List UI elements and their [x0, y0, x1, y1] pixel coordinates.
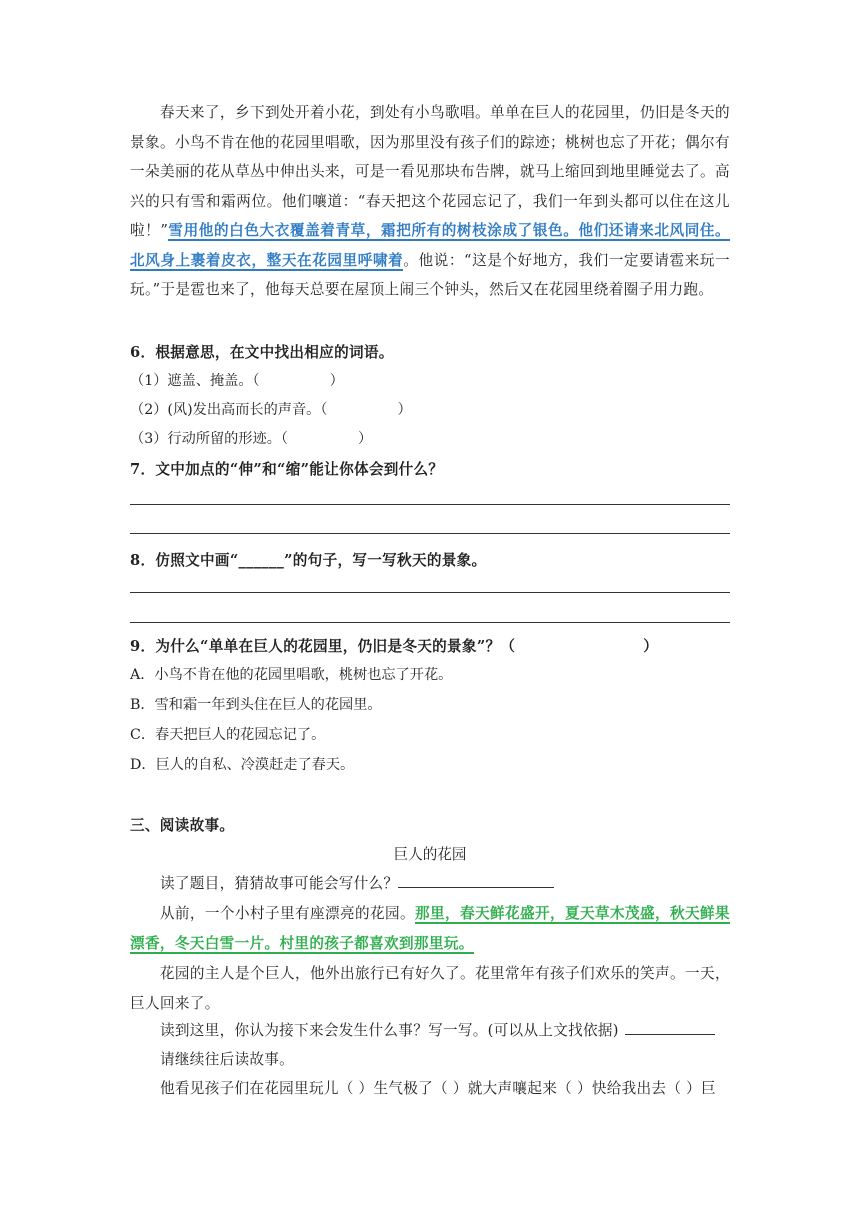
predict-prompt [160, 1019, 715, 1040]
section-3-heading: 三、阅读故事。 [130, 817, 235, 834]
story-paragraph-1 [130, 899, 730, 958]
story-text: 从前，一个小村子里有座漂亮的花园。 [159, 905, 415, 922]
underlined-sentence: 雪用他的白色大衣覆盖着青草，霜把所有的树枝涂成了银色。他们还请来北风同住。北风身上裹着皮衣，整天在花园里呼啸着 [130, 222, 731, 269]
question-9-text: 9．为什么“单单在巨人的花园里，仍旧是冬天的景象”？（ [130, 638, 516, 655]
question-6-item-3 [130, 428, 372, 448]
predict-prompt-text: 读到这里，你认为接下来会发生什么事？写一写。(可以从上文找依据) [160, 1022, 619, 1039]
question-6-item-1 [130, 370, 344, 390]
question-8-title: 8．仿照文中画“______”的句子，写一写秋天的景象。 [130, 552, 487, 569]
question-9-close: ） [643, 638, 659, 655]
guess-prompt [160, 872, 554, 893]
guess-prompt-text: 读了题目，猜猜故事可能会写什么？ [160, 875, 399, 892]
item-label: （3）行动所留的形迹。（ [130, 431, 288, 447]
answer-line[interactable] [130, 592, 730, 593]
option-b[interactable]: B．雪和霜一年到头住在巨人的花园里。 [130, 697, 382, 713]
continue-instruction: 请继续往后读故事。 [160, 1051, 295, 1068]
punctuation-exercise: 他看见孩子们在花园里玩儿（ ）生气极了（ ）就大声嚷起来（ ）快给我出去（ ）巨 [160, 1080, 716, 1097]
option-c[interactable]: C．春天把巨人的花园忘记了。 [130, 727, 326, 743]
answer-blank[interactable] [398, 873, 554, 888]
question-9-title [130, 635, 658, 656]
item-label: （1）遮盖、掩盖。（ [130, 373, 260, 389]
highlighted-sentence: 那里，春天鲜花盛开，夏天草木茂盛，秋天鲜果漂香，冬天白雪一片。村里的孩子都喜欢到那里玩。 [130, 905, 730, 952]
passage-text-start: 春天来了，乡下到处开着小花，到处有小鸟歌唱。单单在巨人的花园里，仍旧是冬天的景象。小鸟不肯在他的花园里唱歌，因为那里没有孩子们的踪迹；桃树也忘了开花；偶尔有一朵美丽的花从草丛中伸出头来，可是一看见那块布告牌，就马上缩回到地里睡觉去了。高兴的只有雪和霜两位。他们嚷道：“春天把这个花园忘记了，我们一年到头都可以住在这儿啦！” [130, 104, 730, 239]
item-close: ） [329, 373, 344, 389]
answer-blank[interactable] [625, 1020, 715, 1035]
passage-text-end: 。他说：“这是个好地方，我们一定要请雹来玩一玩。”于是雹也来了，他每天总要在屋顶上闹三个钟头，然后又在花园里绕着圈子用力跑。 [130, 251, 730, 298]
answer-line[interactable] [130, 533, 730, 534]
item-close: ） [358, 431, 373, 447]
option-d[interactable]: D．巨人的自私、冷漠赶走了春天。 [130, 757, 355, 773]
answer-line[interactable] [130, 622, 730, 623]
option-a[interactable]: A．小鸟不肯在他的花园里唱歌，桃树也忘了开花。 [130, 667, 453, 683]
item-close: ） [397, 402, 412, 418]
question-7-title: 7．文中加点的“伸”和“缩”能让你体会到什么？ [130, 461, 444, 478]
question-6-title: 6．根据意思，在文中找出相应的词语。 [130, 344, 394, 361]
answer-line[interactable] [130, 504, 730, 505]
story-title: 巨人的花园 [393, 846, 467, 863]
reading-passage [130, 98, 730, 305]
question-6-item-2 [130, 399, 412, 419]
story-paragraph-2: 花园的主人是个巨人，他外出旅行已有好久了。花里常年有孩子们欢乐的笑声。一天，巨人回来了。 [130, 965, 730, 1012]
item-label: （2）(风)发出高而长的声音。（ [130, 402, 328, 418]
